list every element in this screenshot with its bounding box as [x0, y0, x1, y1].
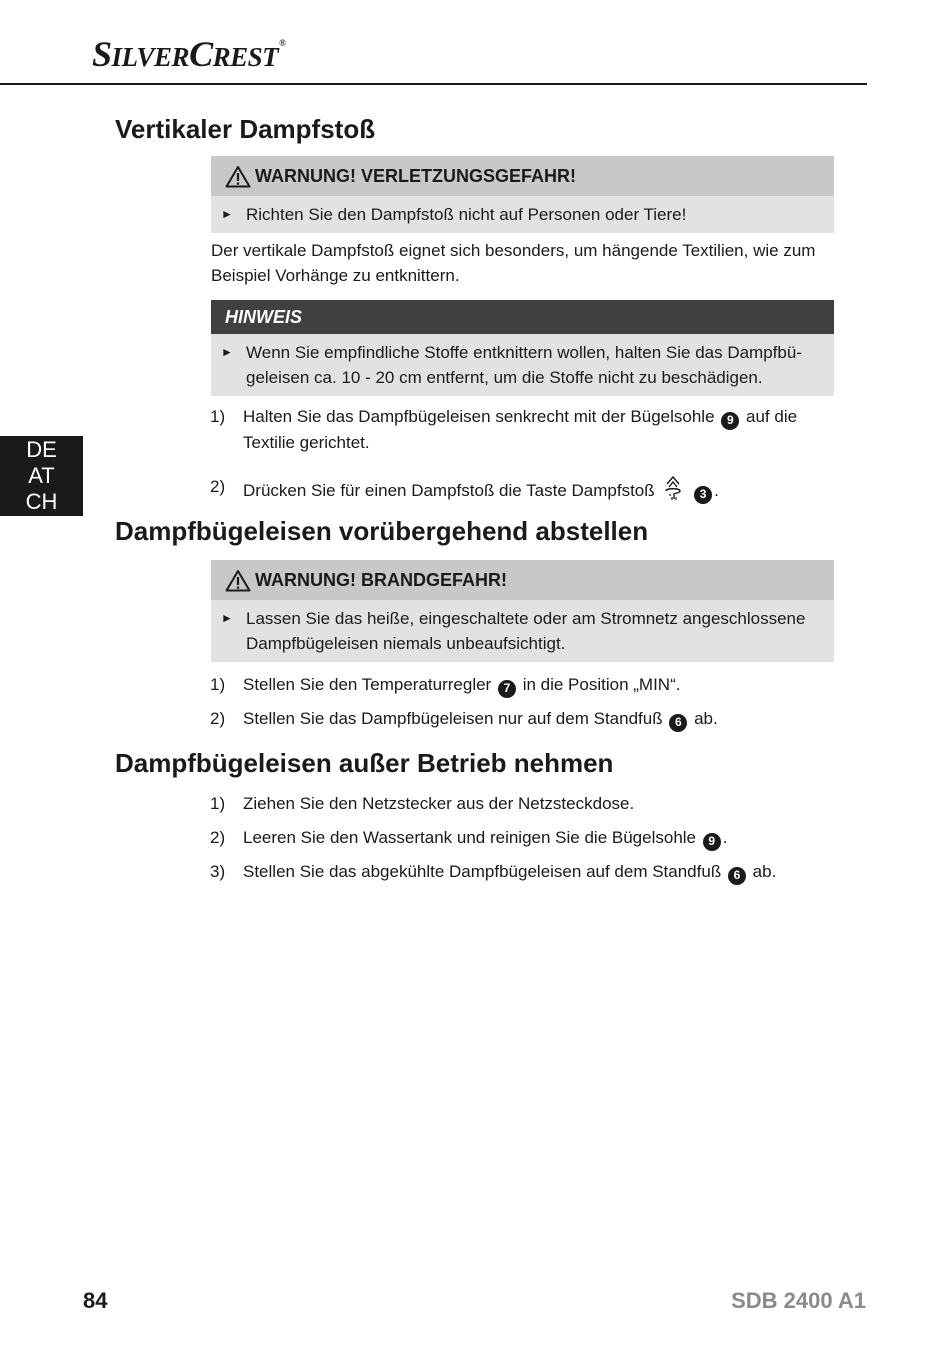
body-paragraph: Der vertikale Dampfstoß eignet sich besonders, um hängende Textilien, wie zum Beispiel Vorhänge zu entknittern.: [211, 241, 816, 285]
warning-triangle-icon: [225, 569, 251, 592]
page-number: 84: [83, 1288, 108, 1313]
warning-title: WARNUNG! VERLETZUNGSGEFAHR!: [255, 165, 576, 186]
step-item: 1) Stellen Sie den Temperaturregler 7 in die Position „MIN“.: [210, 672, 835, 698]
warning-header: [211, 560, 834, 600]
warning-body: [211, 196, 834, 233]
section-title-temporary-stop: Dampfbügeleisen vorübergehend abstellen: [115, 516, 649, 546]
arrow-bullet-icon: ►: [221, 207, 233, 221]
brand-logo: SILVERCREST®: [92, 34, 286, 74]
step-item: 2) Stellen Sie das Dampfbügeleisen nur auf dem Standfuß 6 ab.: [210, 706, 835, 732]
warning-body: [211, 600, 834, 662]
part-number-badge: 3: [694, 486, 712, 504]
part-number-badge: 9: [703, 833, 721, 851]
step-item: 2) Leeren Sie den Wassertank und reinigen Sie die Bügelsohle 9 .: [210, 825, 835, 851]
part-number-badge: 6: [669, 714, 687, 732]
warning-box-fire: [211, 560, 834, 662]
language-tab: [0, 436, 83, 516]
note-text: Wenn Sie empfindliche Stoffe entknittern wollen, halten Sie das Dampfbü-geleisen ca. 10 - 20 cm entfernt, um die Stoffe nicht zu beschädigen.: [246, 343, 802, 387]
warning-header: [211, 156, 834, 196]
arrow-bullet-icon: ►: [221, 345, 233, 359]
note-body: [211, 334, 834, 396]
step-item: 1) Halten Sie das Dampfbügeleisen senkrecht mit der Bügelsohle 9 auf die Textilie gerichtet.: [210, 407, 798, 452]
arrow-bullet-icon: ►: [221, 611, 233, 625]
part-number-badge: 6: [728, 867, 746, 885]
language-de: DE: [26, 437, 57, 462]
warning-box-injury: [211, 156, 834, 233]
part-number-badge: 9: [721, 412, 739, 430]
language-at: AT: [28, 463, 55, 488]
language-ch: CH: [25, 489, 58, 514]
warning-title: WARNUNG! BRANDGEFAHR!: [255, 569, 507, 590]
step-item: 2) Drücken Sie für einen Dampfstoß die Taste Dampfstoß 3 .: [210, 474, 835, 504]
step-item: 3) Stellen Sie das abgekühlte Dampfbügeleisen auf dem Standfuß 6 ab.: [210, 859, 835, 885]
note-header: HINWEIS: [211, 300, 834, 334]
model-number: SDB 2400 A1: [731, 1288, 866, 1313]
steam-burst-icon: [663, 474, 683, 504]
part-number-badge: 7: [498, 680, 516, 698]
warning-text: Lassen Sie das heiße, eingeschaltete oder am Stromnetz angeschlossene Dampfbügeleisen niemals unbeaufsichtigt.: [246, 609, 806, 653]
section-title-decommission: Dampfbügeleisen außer Betrieb nehmen: [115, 748, 614, 778]
section-title-vertical-steam: Vertikaler Dampfstoß: [115, 114, 376, 144]
warning-text: Richten Sie den Dampfstoß nicht auf Personen oder Tiere!: [246, 205, 687, 224]
warning-triangle-icon: [225, 165, 251, 188]
step-item: 1) Ziehen Sie den Netzstecker aus der Netzsteckdose.: [210, 794, 635, 813]
header-divider: [0, 83, 867, 85]
note-box: [211, 300, 834, 396]
